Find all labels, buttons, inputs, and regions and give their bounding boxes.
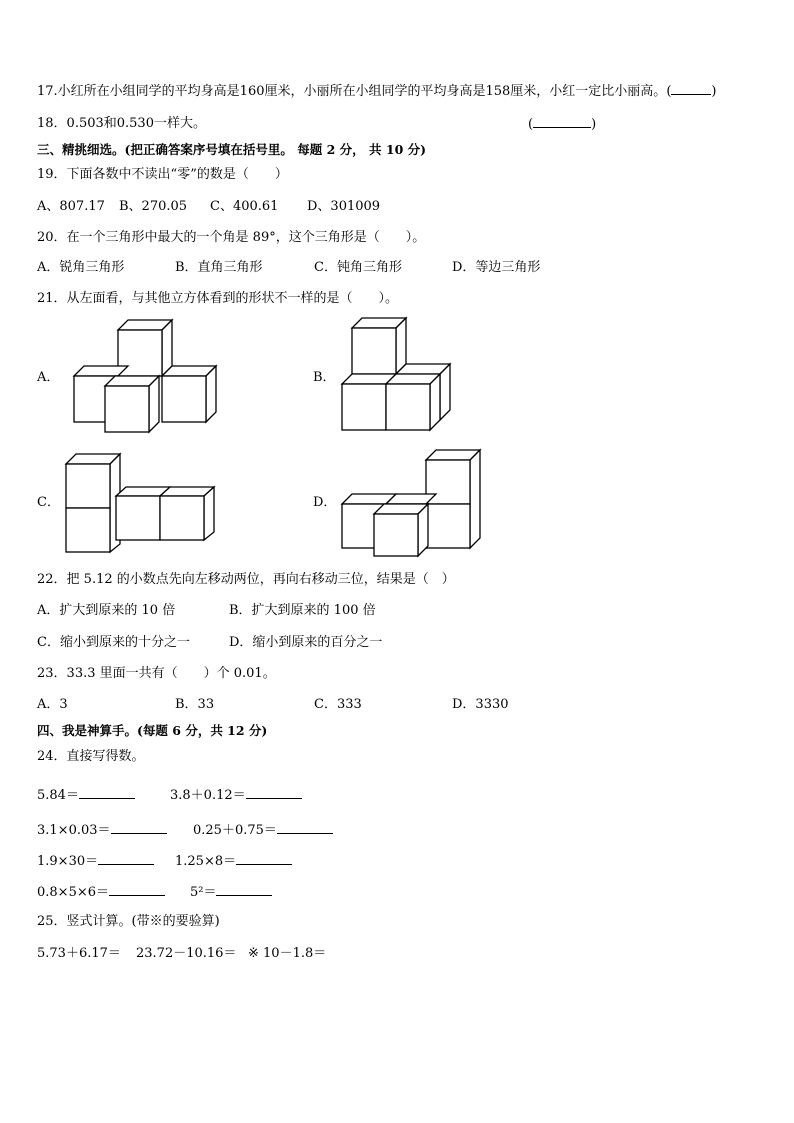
option-d-label[interactable]: D． <box>313 495 337 510</box>
question-17: 17.小红所在小组同学的平均身高是160厘米，小丽所在小组同学的平均身高是158厘米，小红一定比小丽高。( ) <box>37 84 717 99</box>
option-d[interactable]: D．3330 <box>452 697 509 712</box>
calc-item: 0.25＋0.75＝ <box>193 821 333 840</box>
option-c[interactable]: C．钝角三角形 <box>314 260 402 275</box>
answer-paren: ( ) <box>528 117 597 132</box>
question-19: 19．下面各数中不读出“零”的数是（ ） <box>37 167 288 182</box>
cube-figure-d[interactable] <box>338 446 486 560</box>
option-b[interactable]: B．33 <box>175 697 215 712</box>
option-a-label[interactable]: A． <box>37 370 60 385</box>
question-23: 23．33.3 里面一共有（ ）个 0.01。 <box>37 666 276 681</box>
answer-blank[interactable] <box>236 852 292 865</box>
calc-item: 5.84＝ <box>37 786 135 805</box>
option-b[interactable]: B、270.05 <box>119 199 188 214</box>
answer-blank[interactable] <box>246 786 302 799</box>
question-text: 17.小红所在小组同学的平均身高是160厘米，小丽所在小组同学的平均身高是158厘米，小红一定比小丽高。 <box>37 84 667 99</box>
cube-figure-a[interactable] <box>70 318 222 440</box>
answer-blank[interactable] <box>216 883 272 896</box>
question-21: 21．从左面看，与其他立方体看到的形状不一样的是（ ）。 <box>37 291 399 306</box>
calc-item: 5²＝ <box>190 883 272 902</box>
option-a[interactable]: A．3 <box>37 697 68 712</box>
option-c[interactable]: C．333 <box>314 697 362 712</box>
option-c[interactable]: C、400.61 <box>210 199 279 214</box>
vertical-calc-item: 5.73＋6.17＝ <box>37 946 121 961</box>
answer-blank[interactable] <box>111 821 167 834</box>
option-b-label[interactable]: B． <box>313 370 336 385</box>
section-3-heading: 三、精挑细选。(把正确答案序号填在括号里。 每题 2 分， 共 10 分) <box>37 142 427 157</box>
option-b[interactable]: B．直角三角形 <box>175 260 263 275</box>
option-c-label[interactable]: C． <box>37 495 60 510</box>
answer-blank[interactable] <box>79 786 135 799</box>
answer-blank[interactable] <box>533 115 591 128</box>
question-24: 24．直接写得数。 <box>37 749 145 764</box>
answer-blank[interactable] <box>109 883 165 896</box>
option-d[interactable]: D．缩小到原来的百分之一 <box>229 635 383 650</box>
option-b[interactable]: B．扩大到原来的 100 倍 <box>229 603 376 618</box>
option-d[interactable]: D、301009 <box>307 199 381 214</box>
question-22: 22．把 5.12 的小数点先向左移动两位，再向右移动三位，结果是（ ） <box>37 572 455 587</box>
cube-figure-c[interactable] <box>62 450 220 556</box>
section-4-heading: 四、我是神算手。(每题 6 分，共 12 分) <box>37 723 268 738</box>
answer-blank[interactable] <box>277 821 333 834</box>
calc-item: 1.9×30＝ <box>37 852 154 871</box>
option-a[interactable]: A、807.17 <box>37 199 105 214</box>
question-text: 18．0.503和0.530一样大。 <box>37 116 206 131</box>
calc-item: 3.1×0.03＝ <box>37 821 167 840</box>
calc-item: 3.8＋0.12＝ <box>170 786 302 805</box>
option-d[interactable]: D．等边三角形 <box>452 260 541 275</box>
calc-item: 0.8×5×6＝ <box>37 883 165 902</box>
option-c[interactable]: C．缩小到原来的十分之一 <box>37 635 190 650</box>
question-18 <box>37 115 206 133</box>
calc-item: 1.25×8＝ <box>175 852 292 871</box>
question-25: 25．竖式计算。(带※的要验算) <box>37 914 220 929</box>
cube-figure-b[interactable] <box>338 316 452 436</box>
option-a[interactable]: A．扩大到原来的 10 倍 <box>37 603 176 618</box>
vertical-calc-item: 23.72－10.16＝ <box>136 946 237 961</box>
answer-blank[interactable] <box>98 852 154 865</box>
vertical-calc-item: ※ 10－1.8＝ <box>248 946 327 961</box>
option-a[interactable]: A．锐角三角形 <box>37 260 125 275</box>
question-20: 20．在一个三角形中最大的一个角是 89°，这个三角形是（ ）。 <box>37 230 426 245</box>
answer-blank[interactable] <box>671 82 711 95</box>
